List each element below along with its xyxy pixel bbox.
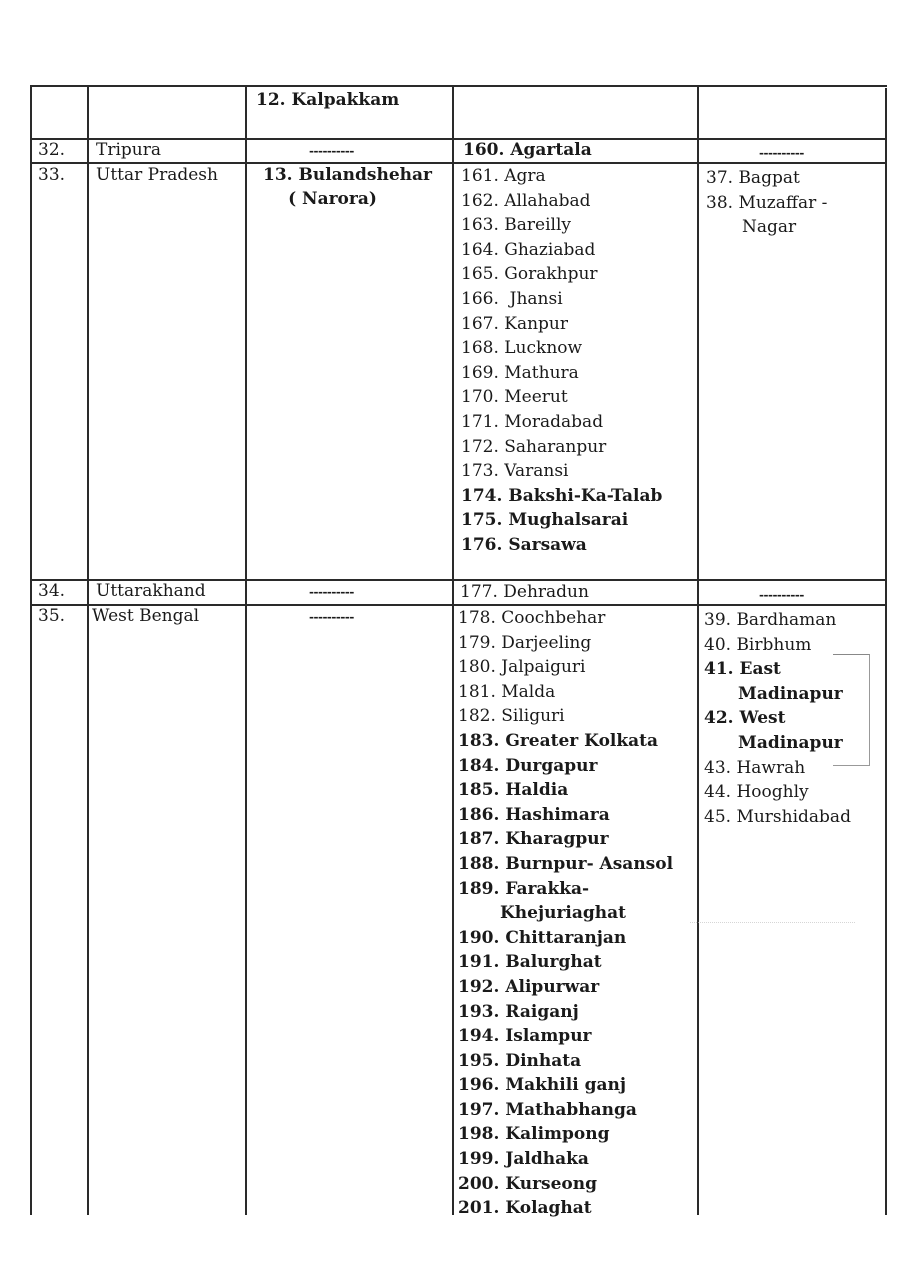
empty-dash: ----------	[309, 610, 354, 624]
serial-number: 35.	[38, 606, 66, 626]
city-item: 164. Ghaziabad	[461, 239, 596, 260]
city-item: 185. Haldia	[458, 780, 569, 801]
district-item: 37. Bagpat	[706, 168, 800, 188]
city-item: 197. Mathabhanga	[458, 1099, 637, 1120]
city-item: 160. Agartala	[463, 140, 592, 160]
city-item: 200. Kurseong	[458, 1173, 598, 1194]
district-item: 39. Bardhaman	[704, 610, 837, 630]
table-border-left	[30, 85, 32, 1215]
city-list-wb	[458, 606, 673, 1221]
city-item: 175. Mughalsarai	[461, 510, 629, 531]
city-item: 199. Jaldhaka	[458, 1149, 589, 1170]
district-item: Madinapur	[738, 683, 843, 704]
city-item: 162. Allahabad	[461, 190, 591, 211]
city-item: 177. Dehradun	[460, 582, 589, 602]
state-name: West Bengal	[92, 606, 200, 626]
city-item: 191. Balurghat	[458, 952, 602, 973]
city-item: 184. Durgapur	[458, 755, 598, 776]
city-item: 179. Darjeeling	[458, 632, 592, 653]
handwritten-signature-mark	[690, 900, 855, 923]
state-name: Tripura	[96, 140, 161, 160]
handwritten-bracket-mark	[833, 654, 870, 766]
city-item: 178. Coochbehar	[458, 608, 606, 628]
city-item: 165. Gorakhpur	[461, 264, 598, 285]
city-item: 198. Kalimpong	[458, 1124, 610, 1145]
serial-number: 34.	[38, 581, 66, 601]
city-item: 180. Jalpaiguri	[458, 657, 586, 678]
empty-dash: ----------	[309, 144, 354, 158]
city-item: 189. Farakka-	[458, 878, 590, 899]
city-item: 194. Islampur	[458, 1026, 592, 1047]
city-item: 176. Sarsawa	[461, 534, 587, 555]
city-item: 172. Saharanpur	[461, 436, 607, 457]
city-item: 173. Varansi	[461, 461, 569, 482]
empty-dash: ----------	[309, 585, 354, 599]
city-item: 182. Siliguri	[458, 706, 565, 727]
table-border-right	[885, 88, 887, 1215]
empty-dash: ----------	[759, 588, 804, 602]
district-item: 38. Muzaffar -	[706, 192, 828, 213]
state-name: Uttarakhand	[96, 581, 206, 601]
city-item: Khejuriaghat	[500, 903, 627, 924]
district-item: 42. West	[704, 708, 786, 729]
district-item: 40. Birbhum	[704, 634, 812, 655]
city-item: 188. Burnpur- Asansol	[458, 853, 674, 874]
state-name: Uttar Pradesh	[96, 165, 218, 185]
city-item: 163. Bareilly	[461, 215, 571, 236]
city-item: 169. Mathura	[461, 362, 579, 383]
column-divider-3	[452, 85, 454, 1215]
district-item: 44. Hooghly	[704, 782, 809, 803]
city-item: 187. Kharagpur	[458, 829, 609, 850]
city-item: 201. Kolaghat	[458, 1198, 592, 1219]
facility-cell: 12. Kalpakkam	[256, 90, 400, 110]
serial-number: 32.	[38, 140, 66, 160]
facility-cell: 13. Bulandshehar	[262, 165, 433, 185]
district-item: 41. East	[704, 659, 781, 680]
city-list-up	[461, 164, 662, 558]
city-item: 190. Chittaranjan	[458, 927, 627, 948]
facility-cell: ( Narora)	[288, 189, 377, 209]
column-divider-2	[245, 85, 247, 1215]
city-item: 166. Jhansi	[461, 288, 563, 309]
city-item: 186. Hashimara	[458, 804, 610, 825]
city-item: 167. Kanpur	[461, 313, 568, 334]
column-divider-1	[87, 85, 89, 1215]
city-item: 193. Raiganj	[458, 1001, 579, 1022]
city-item: 181. Malda	[458, 681, 556, 702]
empty-dash: ----------	[759, 146, 804, 160]
district-item: Madinapur	[738, 732, 843, 753]
district-list-up	[706, 166, 827, 240]
district-item: Nagar	[742, 217, 797, 238]
city-item: 192. Alipurwar	[458, 976, 600, 997]
city-item: 170. Meerut	[461, 387, 568, 408]
city-item: 168. Lucknow	[461, 338, 583, 359]
district-item: 43. Hawrah	[704, 757, 806, 778]
city-item: 174. Bakshi-Ka-Talab	[461, 485, 663, 506]
city-item: 183. Greater Kolkata	[458, 730, 659, 751]
serial-number: 33.	[38, 165, 66, 185]
district-item: 45. Murshidabad	[704, 806, 851, 827]
city-item: 161. Agra	[461, 166, 546, 186]
column-divider-4	[697, 85, 699, 1215]
city-item: 195. Dinhata	[458, 1050, 582, 1071]
city-item: 171. Moradabad	[461, 411, 604, 432]
city-item: 196. Makhili ganj	[458, 1075, 626, 1096]
table-border-top	[30, 85, 887, 87]
district-list-wb	[704, 608, 851, 829]
